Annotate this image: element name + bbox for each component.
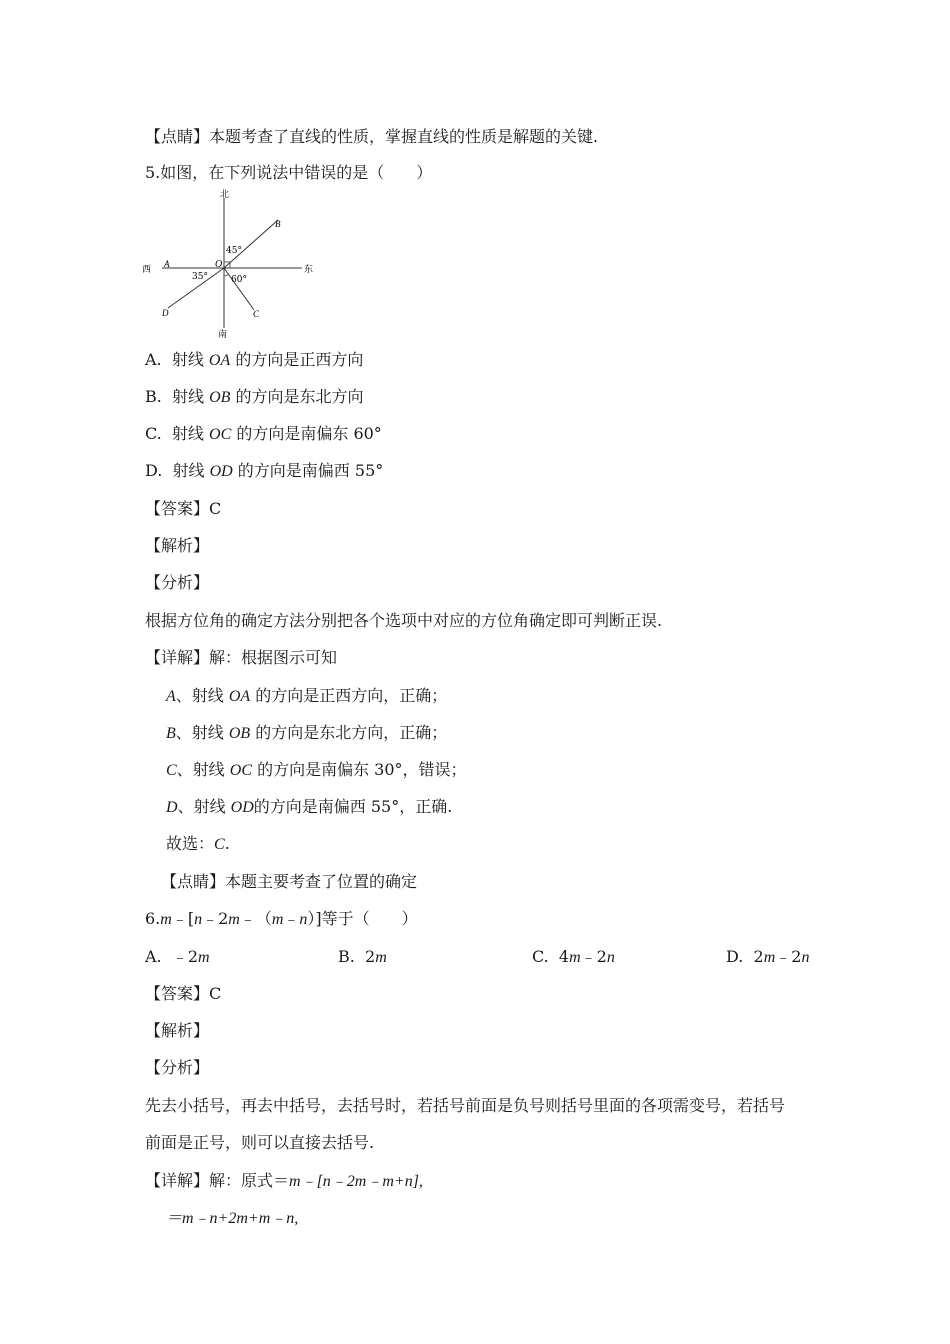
q6-option-a: A. ﹣2m <box>145 947 210 966</box>
q5-option-c: C. 射线 OC 的方向是南偏东 60° <box>145 424 382 443</box>
point-b-label: B <box>275 219 281 229</box>
north-label: 北 <box>220 190 230 200</box>
q5-analysis-heading: 【解析】 <box>145 536 210 555</box>
previous-tip: 【点睛】本题考查了直线的性质，掌握直线的性质是解题的关键. <box>145 127 599 146</box>
q5-fenxi-heading: 【分析】 <box>145 573 210 592</box>
q5-detail-b: B、射线 OB 的方向是东北方向，正确； <box>166 723 448 742</box>
west-label: 西 <box>142 265 152 275</box>
q6-fenxi-line-1: 先去小括号，再去中括号，去括号时，若括号前面是负号则括号里面的各项需变号，若括号 <box>145 1096 786 1115</box>
east-label: 东 <box>304 265 314 275</box>
south-label: 南 <box>218 330 228 338</box>
q6-option-d: D. 2m﹣2n <box>726 947 810 966</box>
q6-fenxi-heading: 【分析】 <box>145 1058 210 1077</box>
angle-45-label: 45° <box>226 246 242 256</box>
q6-answer: 【答案】C <box>145 984 222 1003</box>
q5-answer: 【答案】C <box>145 499 222 518</box>
point-d-label: D <box>162 308 169 318</box>
q6-fenxi-line-2: 前面是正号，则可以直接去括号. <box>145 1133 375 1152</box>
q5-choice: 故选：C. <box>166 834 230 853</box>
q5-option-d: D. 射线 OD 的方向是南偏西 55° <box>145 461 384 480</box>
point-a-label: A <box>164 259 170 269</box>
q6-option-b: B. 2m <box>338 947 387 966</box>
point-o-label: O <box>215 259 223 270</box>
q5-fenxi-text: 根据方位角的确定方法分别把各个选项中对应的方位角确定即可判断正误. <box>145 611 663 630</box>
q5-detail-c: C、射线 OC 的方向是南偏东 30°，错误； <box>166 760 467 779</box>
point-c-label: C <box>253 309 260 319</box>
question-5-stem: 5.如图，在下列说法中错误的是（ ） <box>145 163 433 182</box>
q6-option-c: C. 4m﹣2n <box>532 947 615 966</box>
q5-detail-heading: 【详解】解：根据图示可知 <box>145 648 338 667</box>
q6-step-2: ＝m﹣n+2m+m﹣n, <box>166 1210 299 1227</box>
question-6-stem: 6.m﹣[n﹣2m﹣（m﹣n）]等于（ ） <box>145 909 418 928</box>
q5-option-b: B. 射线 OB 的方向是东北方向 <box>145 387 364 406</box>
direction-diagram <box>138 186 328 338</box>
q5-option-a: A. 射线 OA 的方向是正西方向 <box>145 350 364 369</box>
angle-arc-c <box>224 274 229 276</box>
q5-detail-a: A、射线 OA 的方向是正西方向，正确； <box>166 686 448 705</box>
q6-analysis-heading: 【解析】 <box>145 1021 210 1040</box>
q5-detail-d: D、射线 OD的方向是南偏西 55°，正确. <box>166 797 453 816</box>
angle-60-label: 60° <box>231 275 247 285</box>
q6-detail: 【详解】解：原式＝m﹣[n﹣2m﹣m+n], <box>145 1171 423 1190</box>
q5-tip: 【点睛】本题主要考查了位置的确定 <box>161 872 418 891</box>
angle-35-label: 35° <box>192 272 208 282</box>
ray-ob <box>224 220 278 268</box>
